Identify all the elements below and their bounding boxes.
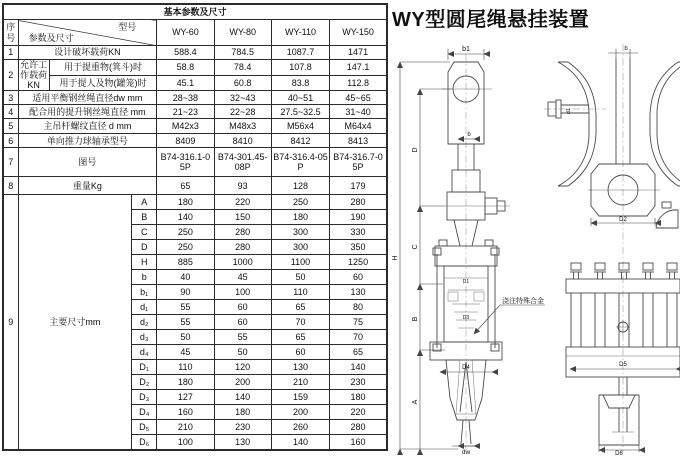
value-cell-WY-80: 120: [214, 360, 271, 375]
dim-symbol: H: [132, 255, 157, 270]
corner-cell: [18, 20, 157, 46]
value-cell-WY-60: 55: [157, 315, 214, 330]
value-cell-WY-110: 130: [271, 360, 329, 375]
value-cell-WY-110: 27.5~32.5: [271, 105, 329, 119]
col-header-model-2: WY-110: [271, 20, 329, 46]
col-header-model-3: WY-150: [330, 20, 387, 46]
value-cell-WY-110: M56x4: [271, 119, 329, 134]
value-cell-WY-80: 50: [214, 345, 271, 360]
basic-parameters-table: [2, 3, 388, 451]
dim-B-label: B: [412, 316, 419, 322]
clamp-rods: [571, 293, 677, 347]
dim-H-label: H: [392, 255, 399, 261]
row-no: 7: [3, 148, 18, 177]
value-cell-WY-60: 58.8: [157, 60, 214, 76]
value-cell-WY-60: 588.4: [157, 46, 214, 60]
row-no: 4: [3, 105, 18, 119]
value-cell-WY-80: B74-301.45-08P: [214, 148, 271, 177]
value-cell-WY-110: 65: [271, 300, 329, 315]
dim-dw-label: dw: [461, 449, 471, 456]
row-no: 3: [3, 91, 18, 105]
value-cell-WY-60: 250: [157, 225, 214, 240]
value-cell-WY-150: 75: [330, 315, 387, 330]
value-cell-WY-150: 179: [330, 177, 387, 195]
value-cell-WY-60: 90: [157, 285, 214, 300]
value-cell-WY-60: 160: [157, 405, 214, 420]
value-cell-WY-110: 210: [271, 375, 329, 390]
row-no: 8: [3, 177, 18, 195]
value-cell-WY-80: 230: [214, 420, 271, 435]
row-label: 主吊杆螺纹直径 d mm: [18, 119, 157, 134]
sub-row-label: 用于提重物(箕斗)时: [49, 60, 157, 76]
row-no: 1: [3, 46, 18, 60]
value-cell-WY-150: 70: [330, 330, 387, 345]
col-header-model-1: WY-80: [214, 20, 271, 46]
value-cell-WY-60: 8409: [157, 134, 214, 148]
value-cell-WY-150: 8413: [330, 134, 387, 148]
row-label-narrow: 允许工作载荷KN: [18, 60, 49, 91]
callout-leader: [474, 305, 500, 334]
value-cell-WY-80: 60: [214, 315, 271, 330]
dim-D6-label: D6: [615, 451, 623, 457]
col-header-model-0: WY-60: [157, 20, 214, 46]
dim-symbol: b₁: [132, 285, 157, 300]
value-cell-WY-110: 60: [271, 345, 329, 360]
value-cell-WY-150: 31~40: [330, 105, 387, 119]
value-cell-WY-110: 300: [271, 240, 329, 255]
value-cell-WY-150: 330: [330, 225, 387, 240]
row-label: 单向推力球轴承型号: [18, 134, 157, 148]
value-cell-WY-150: 140: [330, 360, 387, 375]
value-cell-WY-80: 130: [214, 435, 271, 450]
value-cell-WY-80: 78.4: [214, 60, 271, 76]
value-cell-WY-110: 40~51: [271, 91, 329, 105]
value-cell-WY-60: 28~38: [157, 91, 214, 105]
value-cell-WY-110: 110: [271, 285, 329, 300]
value-cell-WY-150: 280: [330, 420, 387, 435]
side-view: [544, 44, 680, 457]
value-cell-WY-110: 50: [271, 270, 329, 285]
value-cell-WY-150: M64x4: [330, 119, 387, 134]
value-cell-WY-60: 250: [157, 240, 214, 255]
dim-D1-label: D1: [462, 279, 470, 285]
dim-b1-label: b1: [462, 46, 470, 53]
value-cell-WY-110: 200: [271, 405, 329, 420]
value-cell-WY-80: 140: [214, 390, 271, 405]
value-cell-WY-80: 8410: [214, 134, 271, 148]
value-cell-WY-150: 190: [330, 210, 387, 225]
dim-D-label: D: [412, 147, 419, 153]
value-cell-WY-60: 45.1: [157, 75, 214, 91]
row-label: 配合用的提升钢丝绳直径 mm: [18, 105, 157, 119]
row-label: 重量Kg: [18, 177, 157, 195]
technical-drawing: [390, 32, 680, 456]
value-cell-WY-110: 1087.7: [271, 46, 329, 60]
row-no: 9: [3, 195, 18, 450]
value-cell-WY-150: 180: [330, 390, 387, 405]
value-cell-WY-80: 32~43: [214, 91, 271, 105]
dim-A-label: A: [412, 399, 419, 405]
corner-param-label: 参数及尺寸: [28, 32, 74, 43]
value-cell-WY-150: 60: [330, 270, 387, 285]
value-cell-WY-110: 180: [271, 210, 329, 225]
value-cell-WY-110: 250: [271, 195, 329, 210]
col-header-no: 序号: [3, 20, 18, 46]
value-cell-WY-80: 280: [214, 225, 271, 240]
diagram-panel: [390, 0, 680, 457]
spec-table: [2, 3, 389, 451]
value-cell-WY-80: M48x3: [214, 119, 271, 134]
value-cell-WY-150: 230: [330, 375, 387, 390]
dim-symbol: d₄: [132, 345, 157, 360]
dim-symbol: A: [132, 195, 157, 210]
dim-symbol: D₄: [132, 405, 157, 420]
value-cell-WY-60: 100: [157, 435, 214, 450]
value-cell-WY-80: 1000: [214, 255, 271, 270]
dim-symbol: d₂: [132, 315, 157, 330]
value-cell-WY-150: 350: [330, 240, 387, 255]
value-cell-WY-80: 45: [214, 270, 271, 285]
value-cell-WY-110: B74-316.4-05P: [271, 148, 329, 177]
value-cell-WY-80: 93: [214, 177, 271, 195]
value-cell-WY-110: 107.8: [271, 60, 329, 76]
value-cell-WY-60: 65: [157, 177, 214, 195]
value-cell-WY-150: 112.8: [330, 75, 387, 91]
value-cell-WY-60: M42x3: [157, 119, 214, 134]
callout-text: 浇注特殊合金: [502, 298, 544, 305]
dim-symbol: B: [132, 210, 157, 225]
row-no: 6: [3, 134, 18, 148]
value-cell-WY-150: 1250: [330, 255, 387, 270]
value-cell-WY-60: 885: [157, 255, 214, 270]
dim-d1-label: d1: [566, 107, 572, 115]
row-label: 适用平衡钢丝绳直径dw mm: [18, 91, 157, 105]
value-cell-WY-110: 83.8: [271, 75, 329, 91]
dim-D4-label: D4: [462, 365, 470, 371]
dim-symbol: D₅: [132, 420, 157, 435]
dim-symbol: D: [132, 240, 157, 255]
row-no: 5: [3, 119, 18, 134]
value-cell-WY-60: B74-316.1-05P: [157, 148, 214, 177]
value-cell-WY-60: 55: [157, 300, 214, 315]
value-cell-WY-60: 50: [157, 330, 214, 345]
dim-D3-label: D3: [462, 315, 470, 321]
row-label: 主要尺寸mm: [18, 195, 132, 450]
value-cell-WY-150: 80: [330, 300, 387, 315]
value-cell-WY-150: 160: [330, 435, 387, 450]
thimble-flanges: [558, 62, 680, 186]
value-cell-WY-80: 100: [214, 285, 271, 300]
value-cell-WY-80: 784.5: [214, 46, 271, 60]
value-cell-WY-80: 55: [214, 330, 271, 345]
row-label: 设计破坏载荷KN: [18, 46, 157, 60]
value-cell-WY-150: 65: [330, 345, 387, 360]
dim-symbol: d₃: [132, 330, 157, 345]
dim-symbol: D₃: [132, 390, 157, 405]
front-view: [392, 46, 545, 456]
diagram-title: WY型圆尾绳悬挂装置: [392, 9, 590, 31]
dim-symbol: C: [132, 225, 157, 240]
value-cell-WY-150: 280: [330, 195, 387, 210]
value-cell-WY-150: 220: [330, 405, 387, 420]
value-cell-WY-110: 128: [271, 177, 329, 195]
dim-b-label: b: [467, 132, 471, 138]
value-cell-WY-80: 200: [214, 375, 271, 390]
dim-D5-label: D5: [619, 362, 627, 368]
value-cell-WY-150: B74-316.7-05P: [330, 148, 387, 177]
value-cell-WY-60: 210: [157, 420, 214, 435]
value-cell-WY-60: 110: [157, 360, 214, 375]
value-cell-WY-80: 180: [214, 405, 271, 420]
value-cell-WY-150: 1471: [330, 46, 387, 60]
value-cell-WY-110: 1100: [271, 255, 329, 270]
section-detail: [656, 210, 678, 228]
value-cell-WY-60: 127: [157, 390, 214, 405]
table-title: 基本参数及尺寸: [3, 4, 387, 20]
value-cell-WY-110: 159: [271, 390, 329, 405]
clamp-bolts: [570, 263, 678, 279]
dim-symbol: D₂: [132, 375, 157, 390]
dim-symbol: d₁: [132, 300, 157, 315]
dim-symbol: b: [132, 270, 157, 285]
value-cell-WY-80: 60.8: [214, 75, 271, 91]
value-cell-WY-110: 260: [271, 420, 329, 435]
value-cell-WY-110: 70: [271, 315, 329, 330]
dim-C-label: C: [412, 244, 419, 250]
value-cell-WY-60: 180: [157, 375, 214, 390]
value-cell-WY-80: 150: [214, 210, 271, 225]
row-no: 2: [3, 60, 18, 91]
value-cell-WY-110: 65: [271, 330, 329, 345]
sub-row-label: 用于提人及物(罐笼)时: [49, 75, 157, 91]
value-cell-WY-150: 45~65: [330, 91, 387, 105]
value-cell-WY-60: 45: [157, 345, 214, 360]
value-cell-WY-110: 140: [271, 435, 329, 450]
row-label: 图号: [18, 148, 157, 177]
value-cell-WY-60: 21~23: [157, 105, 214, 119]
dim-symbol: D₁: [132, 360, 157, 375]
dim-b-side-label: b: [624, 46, 628, 52]
value-cell-WY-150: 147.1: [330, 60, 387, 76]
value-cell-WY-60: 180: [157, 195, 214, 210]
value-cell-WY-110: 8412: [271, 134, 329, 148]
value-cell-WY-60: 40: [157, 270, 214, 285]
value-cell-WY-110: 300: [271, 225, 329, 240]
value-cell-WY-80: 60: [214, 300, 271, 315]
dim-symbol: D₆: [132, 435, 157, 450]
dim-D2-label: D2: [619, 217, 627, 223]
value-cell-WY-60: 140: [157, 210, 214, 225]
value-cell-WY-150: 130: [330, 285, 387, 300]
value-cell-WY-80: 280: [214, 240, 271, 255]
corner-model-label: 型号: [118, 22, 137, 32]
value-cell-WY-80: 220: [214, 195, 271, 210]
value-cell-WY-80: 22~28: [214, 105, 271, 119]
